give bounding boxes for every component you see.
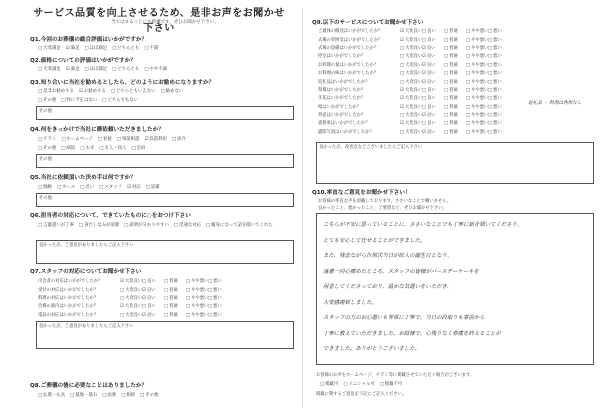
rating-row xyxy=(318,44,510,52)
rating-checkbox[interactable]: □ 普通 xyxy=(444,62,466,68)
checkbox-option[interactable]: □ 価格 xyxy=(38,184,52,190)
rating-checkbox[interactable]: ☑ 良い xyxy=(422,129,444,135)
checkbox-option[interactable]: □ お寺 xyxy=(80,145,94,151)
rating-checkbox[interactable]: □ 普通 xyxy=(444,37,466,43)
rating-checkbox[interactable]: □ 大変良い xyxy=(400,53,422,59)
checkbox-option[interactable]: □ どちらでもない xyxy=(102,97,138,103)
rating-checkbox[interactable]: □ やや悪い xyxy=(466,62,488,68)
checkbox-option[interactable]: □ ホームページ xyxy=(61,136,92,142)
q2-label: Q2.価格についての評価はいかがですか？ xyxy=(30,58,136,64)
checkbox-option[interactable]: □ 会員 xyxy=(131,145,145,151)
q4-other-box[interactable] xyxy=(36,154,294,168)
rating-row-label: 電話の対応はいかがでしたか？ xyxy=(38,312,99,318)
rating-checkbox[interactable]: □ 良い xyxy=(422,120,444,126)
checkbox-option[interactable]: □ 親身になって話を聞いてくれた xyxy=(206,222,273,230)
rating-checkbox[interactable]: □ 良い xyxy=(142,278,164,284)
column-divider xyxy=(302,8,303,408)
rating-row xyxy=(318,77,510,85)
rating-row-label: 遺影写真はいかがでしたか？ xyxy=(318,129,374,135)
checkbox-option[interactable]: □ 近い xyxy=(80,184,94,190)
rating-checkbox[interactable]: □ 大変良い xyxy=(400,112,422,118)
rating-row xyxy=(318,35,510,43)
q7-label: Q7.スタッフの対応についてお聞かせ下さい xyxy=(30,269,142,275)
q9-comment-box[interactable] xyxy=(316,142,594,184)
rating-checkbox[interactable]: □ 悪い xyxy=(208,295,230,301)
q4-other-label: その他 xyxy=(39,157,52,162)
rating-checkbox[interactable]: □ 良い xyxy=(422,104,444,110)
rating-row-label: 霊柩車はいかがでしたか？ xyxy=(318,121,370,127)
checkbox-option[interactable]: □ 相続 xyxy=(121,392,135,398)
rating-checkbox[interactable]: □ やや悪い xyxy=(466,95,488,101)
handwritten-line: 遠慮一同心痛めたところ、スタッフの皆様がバースデーケーキを xyxy=(323,268,479,275)
rating-checkbox[interactable]: □ 大変良い xyxy=(120,287,142,293)
rating-row xyxy=(38,277,230,285)
rating-row-label: 司会者の対応はいかがでしたか？ xyxy=(38,279,103,285)
rating-checkbox[interactable]: □ 普通 xyxy=(444,129,466,135)
q3-other-box[interactable] xyxy=(36,106,294,120)
rating-row xyxy=(318,94,510,102)
rating-checkbox[interactable]: □ 良い xyxy=(422,37,444,43)
rating-checkbox[interactable]: □ 悪い xyxy=(488,28,510,34)
rating-checkbox[interactable]: □ 普通 xyxy=(444,112,466,118)
checkbox-option[interactable]: □ チラシ xyxy=(38,136,56,142)
rating-checkbox[interactable]: □ 普通 xyxy=(164,278,186,284)
checkbox-option[interactable]: □ スタッフ xyxy=(99,184,122,190)
rating-checkbox[interactable]: ☑ 良い xyxy=(422,79,444,85)
rating-checkbox[interactable]: ☑ 良い xyxy=(422,70,444,76)
q10-answer-box[interactable] xyxy=(316,213,594,365)
q3-label: Q3.知り合いに当社を勧めるとしたら、どのようにお勧めになりますか？ xyxy=(30,80,215,86)
checkbox-option[interactable]: □ 迅速な対応 xyxy=(174,222,201,230)
rating-checkbox[interactable]: □ やや悪い xyxy=(186,303,208,309)
rating-checkbox[interactable]: □ 大変良い xyxy=(400,62,422,68)
rating-checkbox[interactable]: □ 悪い xyxy=(488,129,510,135)
checkbox-option[interactable]: □ 病院 xyxy=(61,145,75,151)
rating-checkbox[interactable]: □ 普通 xyxy=(444,70,466,76)
rating-checkbox[interactable]: □ やや悪い xyxy=(466,120,488,126)
rating-checkbox[interactable]: □ やや悪い xyxy=(466,79,488,85)
handwritten-line: とても安心して任せることができました。 xyxy=(323,237,426,244)
rating-row xyxy=(318,69,510,77)
rating-checkbox[interactable]: □ やや悪い xyxy=(466,28,488,34)
rating-checkbox[interactable]: □ 悪い xyxy=(488,62,510,68)
rating-checkbox[interactable]: □ やや悪い xyxy=(466,53,488,59)
q4-options-line1[interactable] xyxy=(38,136,191,142)
checkbox-option[interactable]: □ 仏壇・仏具 xyxy=(38,392,65,398)
rating-checkbox[interactable]: □ 悪い xyxy=(488,120,510,126)
q7-rating-table[interactable] xyxy=(38,277,230,319)
q9-handwritten-note: 返礼品 ・ 料理は利用なし xyxy=(528,101,582,106)
checkbox-option[interactable]: □ ほぼ満足 xyxy=(84,45,107,51)
checkbox-option[interactable]: □ 墓地・墓石 xyxy=(70,392,97,398)
rating-checkbox[interactable]: ☑ 良い xyxy=(422,112,444,118)
checkbox-option[interactable]: □ 設備 xyxy=(146,184,160,190)
checkbox-option[interactable]: □ 是非お勧めする xyxy=(38,88,74,94)
rating-checkbox[interactable]: □ 大変良い xyxy=(400,79,422,85)
rating-checkbox[interactable]: ☑ 良い xyxy=(142,312,164,318)
handwritten-line: 用意してくださっており、温かな気遣いをいただき、 xyxy=(323,284,453,290)
rating-row-label: 祭壇はいかがでしたか？ xyxy=(318,87,366,93)
rating-checkbox[interactable]: □ 普通 xyxy=(444,79,466,85)
rating-row xyxy=(318,27,510,35)
handwritten-line: スタッフの方のお心遣いも非常に丁寧で、当日の段取りも事前から xyxy=(323,315,485,321)
q5-label: Q5.当社に依頼頂いた決め手は何ですか？ xyxy=(30,175,136,181)
rating-checkbox[interactable]: ☑ 良い xyxy=(142,287,164,293)
rating-checkbox[interactable]: □ 普通 xyxy=(444,87,466,93)
checkbox-option[interactable]: □ 掲載不可 xyxy=(380,381,403,387)
rating-row xyxy=(318,52,510,60)
form-title: サービス品質を向上させるため、是非お声をお聞かせ下さい xyxy=(33,8,285,34)
footer-note-1: お客様のお声をホームページ、チラシ等に掲載させていただく場合がございます。 xyxy=(316,373,475,378)
rating-checkbox[interactable]: □ やや悪い xyxy=(186,278,208,284)
rating-checkbox[interactable]: □ 普通 xyxy=(444,28,466,34)
rating-checkbox[interactable]: □ やや悪い xyxy=(186,287,208,293)
rating-checkbox[interactable]: □ 悪い xyxy=(488,87,510,93)
q5-other-label: その他 xyxy=(39,196,52,201)
checkbox-option[interactable]: □ やや不満 xyxy=(144,66,167,72)
q1-label: Q1.今回のお葬儀の総合評価はいかがですか？ xyxy=(30,37,148,43)
checkbox-option[interactable]: □ どちらとも xyxy=(112,66,139,72)
rating-row xyxy=(318,103,510,111)
rating-checkbox[interactable]: □ 悪い xyxy=(488,104,510,110)
rating-checkbox[interactable]: ☑ 良い xyxy=(142,295,164,301)
rating-checkbox[interactable]: □ 悪い xyxy=(488,70,510,76)
q9-label: Q9.以下のサービスについてお聞かせ下さい xyxy=(312,20,424,26)
rating-checkbox[interactable]: □ 良い xyxy=(422,28,444,34)
checkbox-option[interactable]: □ 身だしなみが清潔 xyxy=(79,222,119,230)
rating-row xyxy=(318,119,510,127)
rating-checkbox[interactable]: □ 大変良い xyxy=(120,295,142,301)
q6-label: Q6.担当者の対応について、できていたものに○をおつけ下さい xyxy=(30,213,191,219)
q10-intro-1: お客様の率直な声を頂戴しております。ささいなことで構いません。 xyxy=(318,199,452,204)
rating-row-label: ご遺体の搬送はいかがでしたか？ xyxy=(318,29,383,35)
checkbox-option[interactable]: □ 事前相談 xyxy=(117,136,140,142)
rating-checkbox[interactable]: ☑ 大変良い xyxy=(400,28,422,34)
rating-row xyxy=(38,302,230,310)
rating-checkbox[interactable]: □ 悪い xyxy=(488,53,510,59)
checkbox-option[interactable]: ☑ 満足 xyxy=(66,45,80,51)
rating-checkbox[interactable]: □ 悪い xyxy=(208,278,230,284)
rating-checkbox[interactable]: ☑ 良い xyxy=(422,62,444,68)
rating-checkbox[interactable]: ☑ 大変良い xyxy=(400,104,422,110)
rating-checkbox[interactable]: □ 良い xyxy=(422,87,444,93)
rating-checkbox[interactable]: □ やや悪い xyxy=(466,45,488,51)
q9-comment-label: 良かった点、改善点などございましたらご記入下さい xyxy=(319,145,423,150)
rating-checkbox[interactable]: ☑ 大変良い xyxy=(120,303,142,309)
rating-row-label: 料理の対応はいかがでしたか？ xyxy=(38,295,99,301)
rating-checkbox[interactable]: □ やや悪い xyxy=(466,112,488,118)
rating-checkbox[interactable]: □ 普通 xyxy=(164,295,186,301)
rating-checkbox[interactable]: □ 普通 xyxy=(444,45,466,51)
rating-checkbox[interactable]: □ 悪い xyxy=(208,303,230,309)
checkbox-option[interactable]: ☑ お勧めする xyxy=(79,88,106,94)
checkbox-option[interactable]: □ 法要 xyxy=(102,392,116,398)
rating-checkbox[interactable]: ☑ 大変良い xyxy=(400,87,422,93)
rating-row-label: 生花はいかがでしたか？ xyxy=(318,96,366,102)
rating-checkbox[interactable]: □ やや悪い xyxy=(466,104,488,110)
rating-checkbox[interactable]: ☑ 良い xyxy=(422,53,444,59)
rating-row-label: お料理の味はいかがでしたか？ xyxy=(318,71,379,77)
rating-checkbox[interactable]: □ やや悪い xyxy=(466,129,488,135)
handwritten-line: また、残念ながら告別式当日が故人の誕生日となり、 xyxy=(323,253,453,259)
rating-row xyxy=(38,294,230,302)
checkbox-option[interactable]: □ その他 xyxy=(38,97,56,103)
q3-other-label: その他 xyxy=(39,109,52,114)
checkbox-option[interactable]: □ イニシャル可 xyxy=(343,381,374,387)
checkbox-option[interactable]: □ ホール xyxy=(57,184,75,190)
handwritten-line: 丁寧に教えていただきました。お陰様で、心残りなく葬儀を終えることが xyxy=(323,330,501,337)
rating-checkbox[interactable]: □ 大変良い xyxy=(400,70,422,76)
rating-checkbox[interactable]: □ 普通 xyxy=(164,287,186,293)
q9-rating-table[interactable] xyxy=(318,27,510,136)
rating-checkbox[interactable]: □ 良い xyxy=(422,95,444,101)
checkbox-option[interactable]: ☑ 対応 xyxy=(127,184,141,190)
rating-checkbox[interactable]: □ 悪い xyxy=(488,45,510,51)
rating-checkbox[interactable]: □ 悪い xyxy=(208,312,230,318)
checkbox-option[interactable]: □ どちらともいえない xyxy=(111,88,156,94)
form-subtitle: 当てはまることにも結構です。ぜひお聞かせ下さい。 xyxy=(111,20,219,25)
handwritten-line: できました。ありがとうございました。 xyxy=(323,346,421,352)
rating-row-label: 棺はいかがでしたか？ xyxy=(318,104,361,110)
rating-checkbox[interactable]: □ やや悪い xyxy=(466,70,488,76)
rating-row-label: 式場の設備はいかがでしたか？ xyxy=(318,45,379,51)
rating-checkbox[interactable]: ☑ 良い xyxy=(422,45,444,51)
rating-checkbox[interactable]: □ 悪い xyxy=(208,287,230,293)
checkbox-option[interactable]: □ 大変満足 xyxy=(38,66,61,72)
rating-checkbox[interactable]: □ 普通 xyxy=(444,120,466,126)
rating-checkbox[interactable]: □ 良い xyxy=(142,303,164,309)
rating-checkbox[interactable]: □ やや悪い xyxy=(186,295,208,301)
rating-row xyxy=(38,285,230,293)
rating-row-label: 控室はいかがでしたか？ xyxy=(318,54,366,60)
rating-row xyxy=(318,86,510,94)
rating-checkbox[interactable]: □ 普通 xyxy=(444,53,466,59)
checkbox-option[interactable]: □ 言葉遣いが丁寧 xyxy=(38,222,74,230)
q6-comment-box[interactable] xyxy=(36,240,294,264)
rating-checkbox[interactable]: □ 大変良い xyxy=(400,45,422,51)
rating-row xyxy=(318,111,510,119)
checkbox-option[interactable]: □ 紹介 xyxy=(172,136,186,142)
rating-checkbox[interactable]: □ やや悪い xyxy=(466,87,488,93)
rating-row-label: 骨壺はいかがでしたか？ xyxy=(318,113,366,119)
q10-label: Q10.率直なご意見をお聞かせ下さい！ xyxy=(312,190,411,196)
checkbox-option[interactable]: □ 特に予定はない xyxy=(61,97,97,103)
q5-options[interactable] xyxy=(38,184,165,190)
q5-other-box[interactable] xyxy=(36,193,294,207)
rating-row xyxy=(318,128,510,136)
q8-options[interactable] xyxy=(38,392,164,398)
q2-options[interactable] xyxy=(38,66,172,72)
rating-checkbox[interactable]: □ 大変良い xyxy=(120,312,142,318)
checkbox-option[interactable]: □ 大変満足 xyxy=(38,45,61,51)
rating-row-label: 式場の雰囲気はいかがでしたか？ xyxy=(318,37,383,43)
checkbox-option[interactable]: □ 掲載可 xyxy=(320,381,338,387)
handwritten-line: 大変感謝致しました。 xyxy=(323,299,377,306)
rating-checkbox[interactable]: ☑ 大変良い xyxy=(120,278,142,284)
rating-row-label: 受付の対応はいかがでしたか？ xyxy=(38,287,99,293)
checkbox-option[interactable]: □ その他 xyxy=(140,392,158,398)
rating-row-label: お料理の量はいかがでしたか？ xyxy=(318,62,379,68)
rating-checkbox[interactable]: □ やや悪い xyxy=(466,37,488,43)
checkbox-option[interactable]: □ 勧めない xyxy=(161,88,184,94)
rating-checkbox[interactable]: □ 普通 xyxy=(164,303,186,309)
checkbox-option[interactable]: □ どちらとも xyxy=(112,45,139,51)
q7-comment-label: 良かった点、ご意見がありましたらご記入下さい xyxy=(39,324,134,329)
rating-checkbox[interactable]: □ 悪い xyxy=(488,95,510,101)
footer-options[interactable] xyxy=(320,381,407,387)
rating-checkbox[interactable]: □ 大変良い xyxy=(400,129,422,135)
rating-checkbox[interactable]: □ 普通 xyxy=(444,95,466,101)
footer-note-2: 掲載に関するご意見を下記にご記入ください。 xyxy=(316,392,407,397)
q3-options-line1[interactable] xyxy=(38,88,188,94)
rating-checkbox[interactable]: □ 悪い xyxy=(488,79,510,85)
checkbox-option[interactable]: □ その他 xyxy=(38,145,56,151)
handwritten-line: こちらが不安に思っていることに、ささいなことでも丁寧に話を聞いてくださり、 xyxy=(323,222,523,228)
rating-checkbox[interactable]: □ 普通 xyxy=(444,104,466,110)
q6-options[interactable] xyxy=(38,222,288,230)
checkbox-option[interactable]: □ ほぼ満足 xyxy=(84,66,107,72)
q6-comment-label: 良かった点、ご意見がありましたらご記入下さい xyxy=(39,243,134,248)
rating-row-label: 返礼品はいかがでしたか？ xyxy=(318,79,370,85)
rating-row-label: 会場の案内はいかがでしたか？ xyxy=(38,304,99,310)
q1-options[interactable] xyxy=(38,45,163,51)
q10-intro-2: 良かったこと、悪かったこと、ご要望など、ぜひお聞かせ下さい。 xyxy=(318,206,447,211)
rating-checkbox[interactable]: ☑ 大変良い xyxy=(400,120,422,126)
checkbox-option[interactable]: ☑ 以前利用 xyxy=(144,136,167,142)
q4-label: Q4.何をきっかけで当社に御依頼いただきましたか？ xyxy=(30,127,164,133)
q4-options-line2[interactable] xyxy=(38,145,150,151)
q3-options-line2[interactable] xyxy=(38,97,143,103)
checkbox-option[interactable]: □ 不満 xyxy=(144,45,158,51)
rating-checkbox[interactable]: ☑ 大変良い xyxy=(400,37,422,43)
rating-checkbox[interactable]: □ 悪い xyxy=(488,112,510,118)
q7-comment-box[interactable] xyxy=(36,321,294,349)
q8-label: Q8.ご葬儀の後に必要なことはありましたか？ xyxy=(30,383,148,389)
checkbox-option[interactable]: ☑ 満足 xyxy=(66,66,80,72)
rating-checkbox[interactable]: □ やや悪い xyxy=(186,312,208,318)
rating-checkbox[interactable]: □ 普通 xyxy=(164,312,186,318)
rating-checkbox[interactable]: ☑ 大変良い xyxy=(400,95,422,101)
checkbox-option[interactable]: □ 看板 xyxy=(98,136,112,142)
rating-row xyxy=(38,311,230,319)
rating-row xyxy=(318,61,510,69)
rating-checkbox[interactable]: □ 悪い xyxy=(488,37,510,43)
checkbox-option[interactable]: □ 友人・知人 xyxy=(99,145,126,151)
checkbox-option[interactable]: □ 説明が分かりやすい xyxy=(124,222,169,230)
